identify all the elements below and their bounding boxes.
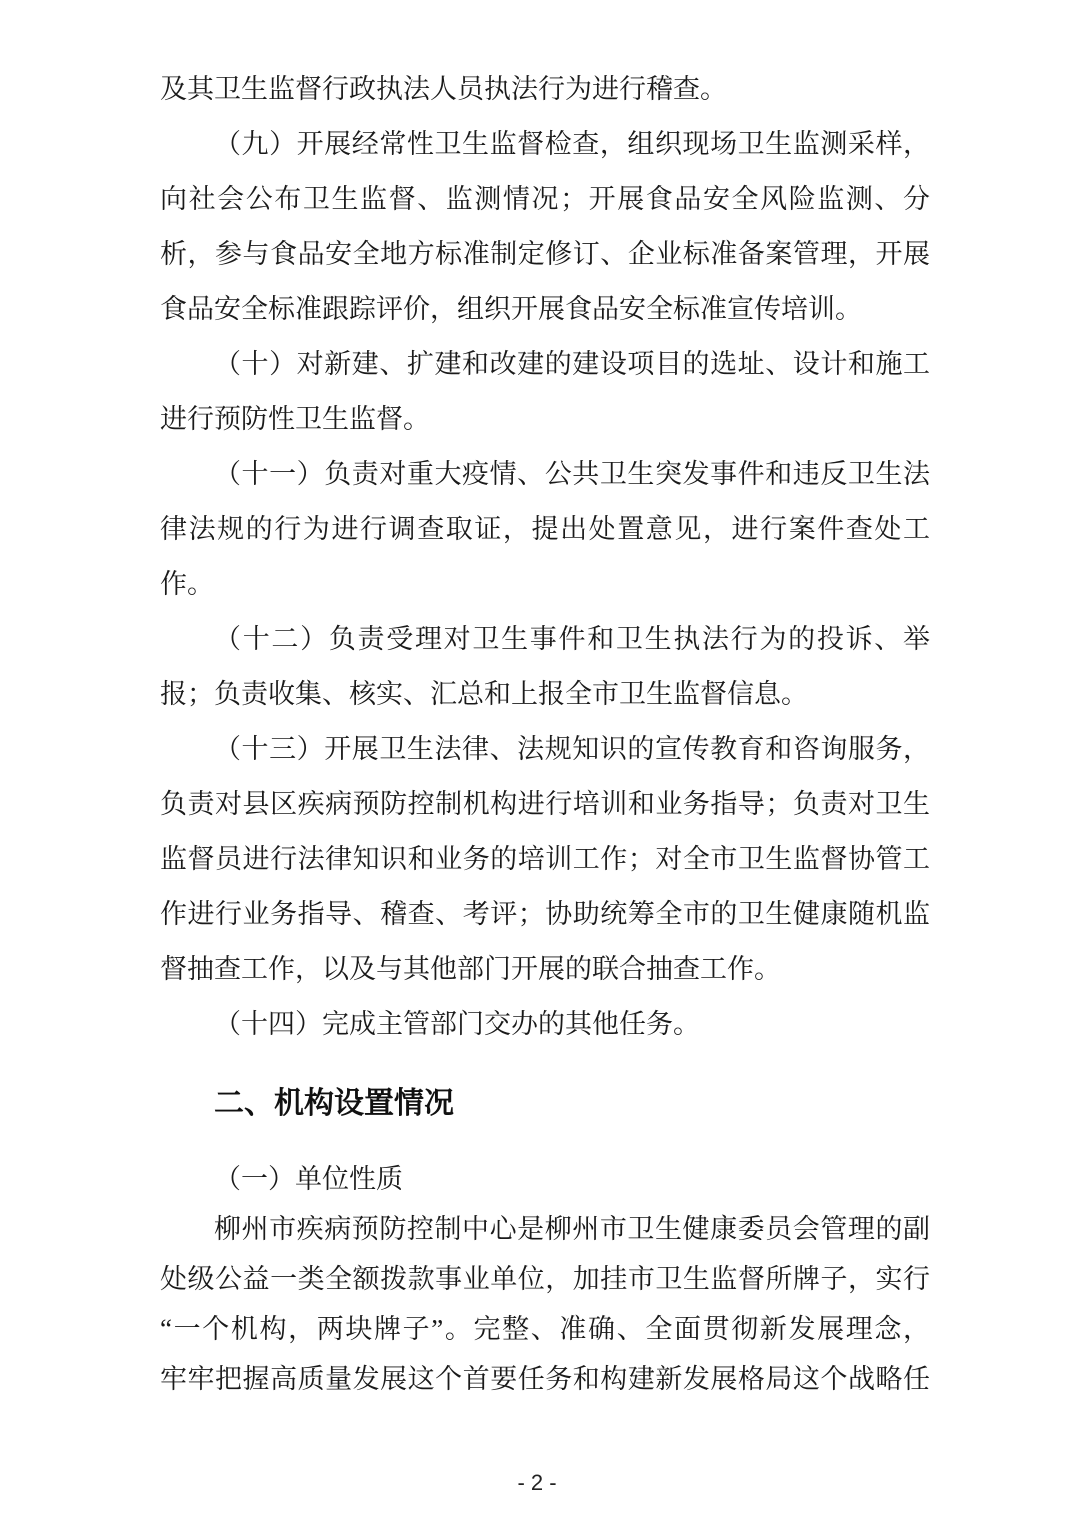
sub-section-line: （一）单位性质 — [214, 1164, 403, 1194]
section-heading: 二、机构设置情况 — [214, 1087, 454, 1120]
sub-section — [160, 1154, 930, 1404]
body-line: （十）对新建、扩建和改建的建设项目的选址、设计和施工 — [214, 349, 930, 379]
sub-section-line: 牢牢把握高质量发展这个首要任务和构建新发展格局这个战略任 — [160, 1364, 930, 1394]
body-line: 食品安全标准跟踪评价，组织开展食品安全标准宣传培训。 — [160, 294, 862, 324]
body-line: 作进行业务指导、稽查、考评；协助统筹全市的卫生健康随机监 — [160, 899, 930, 929]
body-line: 及其卫生监督行政执法人员执法行为进行稽查。 — [160, 74, 727, 104]
body-line: 律法规的行为进行调查取证，提出处置意见，进行案件查处工 — [160, 514, 930, 544]
body-line: （十三）开展卫生法律、法规知识的宣传教育和咨询服务， — [214, 734, 930, 764]
body-line: 作。 — [160, 569, 214, 599]
page-footer — [0, 1470, 1074, 1496]
body-line: （十一）负责对重大疫情、公共卫生突发事件和违反卫生法 — [214, 459, 930, 489]
body-line: 督抽查工作，以及与其他部门开展的联合抽查工作。 — [160, 954, 781, 984]
sub-section-line: 处级公益一类全额拨款事业单位，加挂市卫生监督所牌子，实行 — [160, 1264, 930, 1294]
body-line: 进行预防性卫生监督。 — [160, 404, 430, 434]
page-number: - 2 - — [517, 1470, 557, 1495]
body-line: 报；负责收集、核实、汇总和上报全市卫生监督信息。 — [160, 679, 808, 709]
body-line: （九）开展经常性卫生监督检查，组织现场卫生监测采样， — [214, 129, 930, 159]
body-line: 负责对县区疾病预防控制机构进行培训和业务指导；负责对卫生 — [160, 789, 930, 819]
sub-section-line: 柳州市疾病预防控制中心是柳州市卫生健康委员会管理的副 — [214, 1214, 930, 1244]
body-line: 析，参与食品安全地方标准制定修订、企业标准备案管理，开展 — [160, 239, 930, 269]
document-body — [160, 62, 930, 1404]
body-line: 监督员进行法律知识和业务的培训工作；对全市卫生监督协管工 — [160, 844, 930, 874]
body-line: （十二）负责受理对卫生事件和卫生执法行为的投诉、举 — [214, 624, 930, 654]
sub-section-line: “一个机构，两块牌子”。完整、准确、全面贯彻新发展理念， — [160, 1314, 930, 1344]
body-line: 向社会公布卫生监督、监测情况；开展食品安全风险监测、分 — [160, 184, 930, 214]
body-line: （十四）完成主管部门交办的其他任务。 — [214, 1009, 700, 1039]
